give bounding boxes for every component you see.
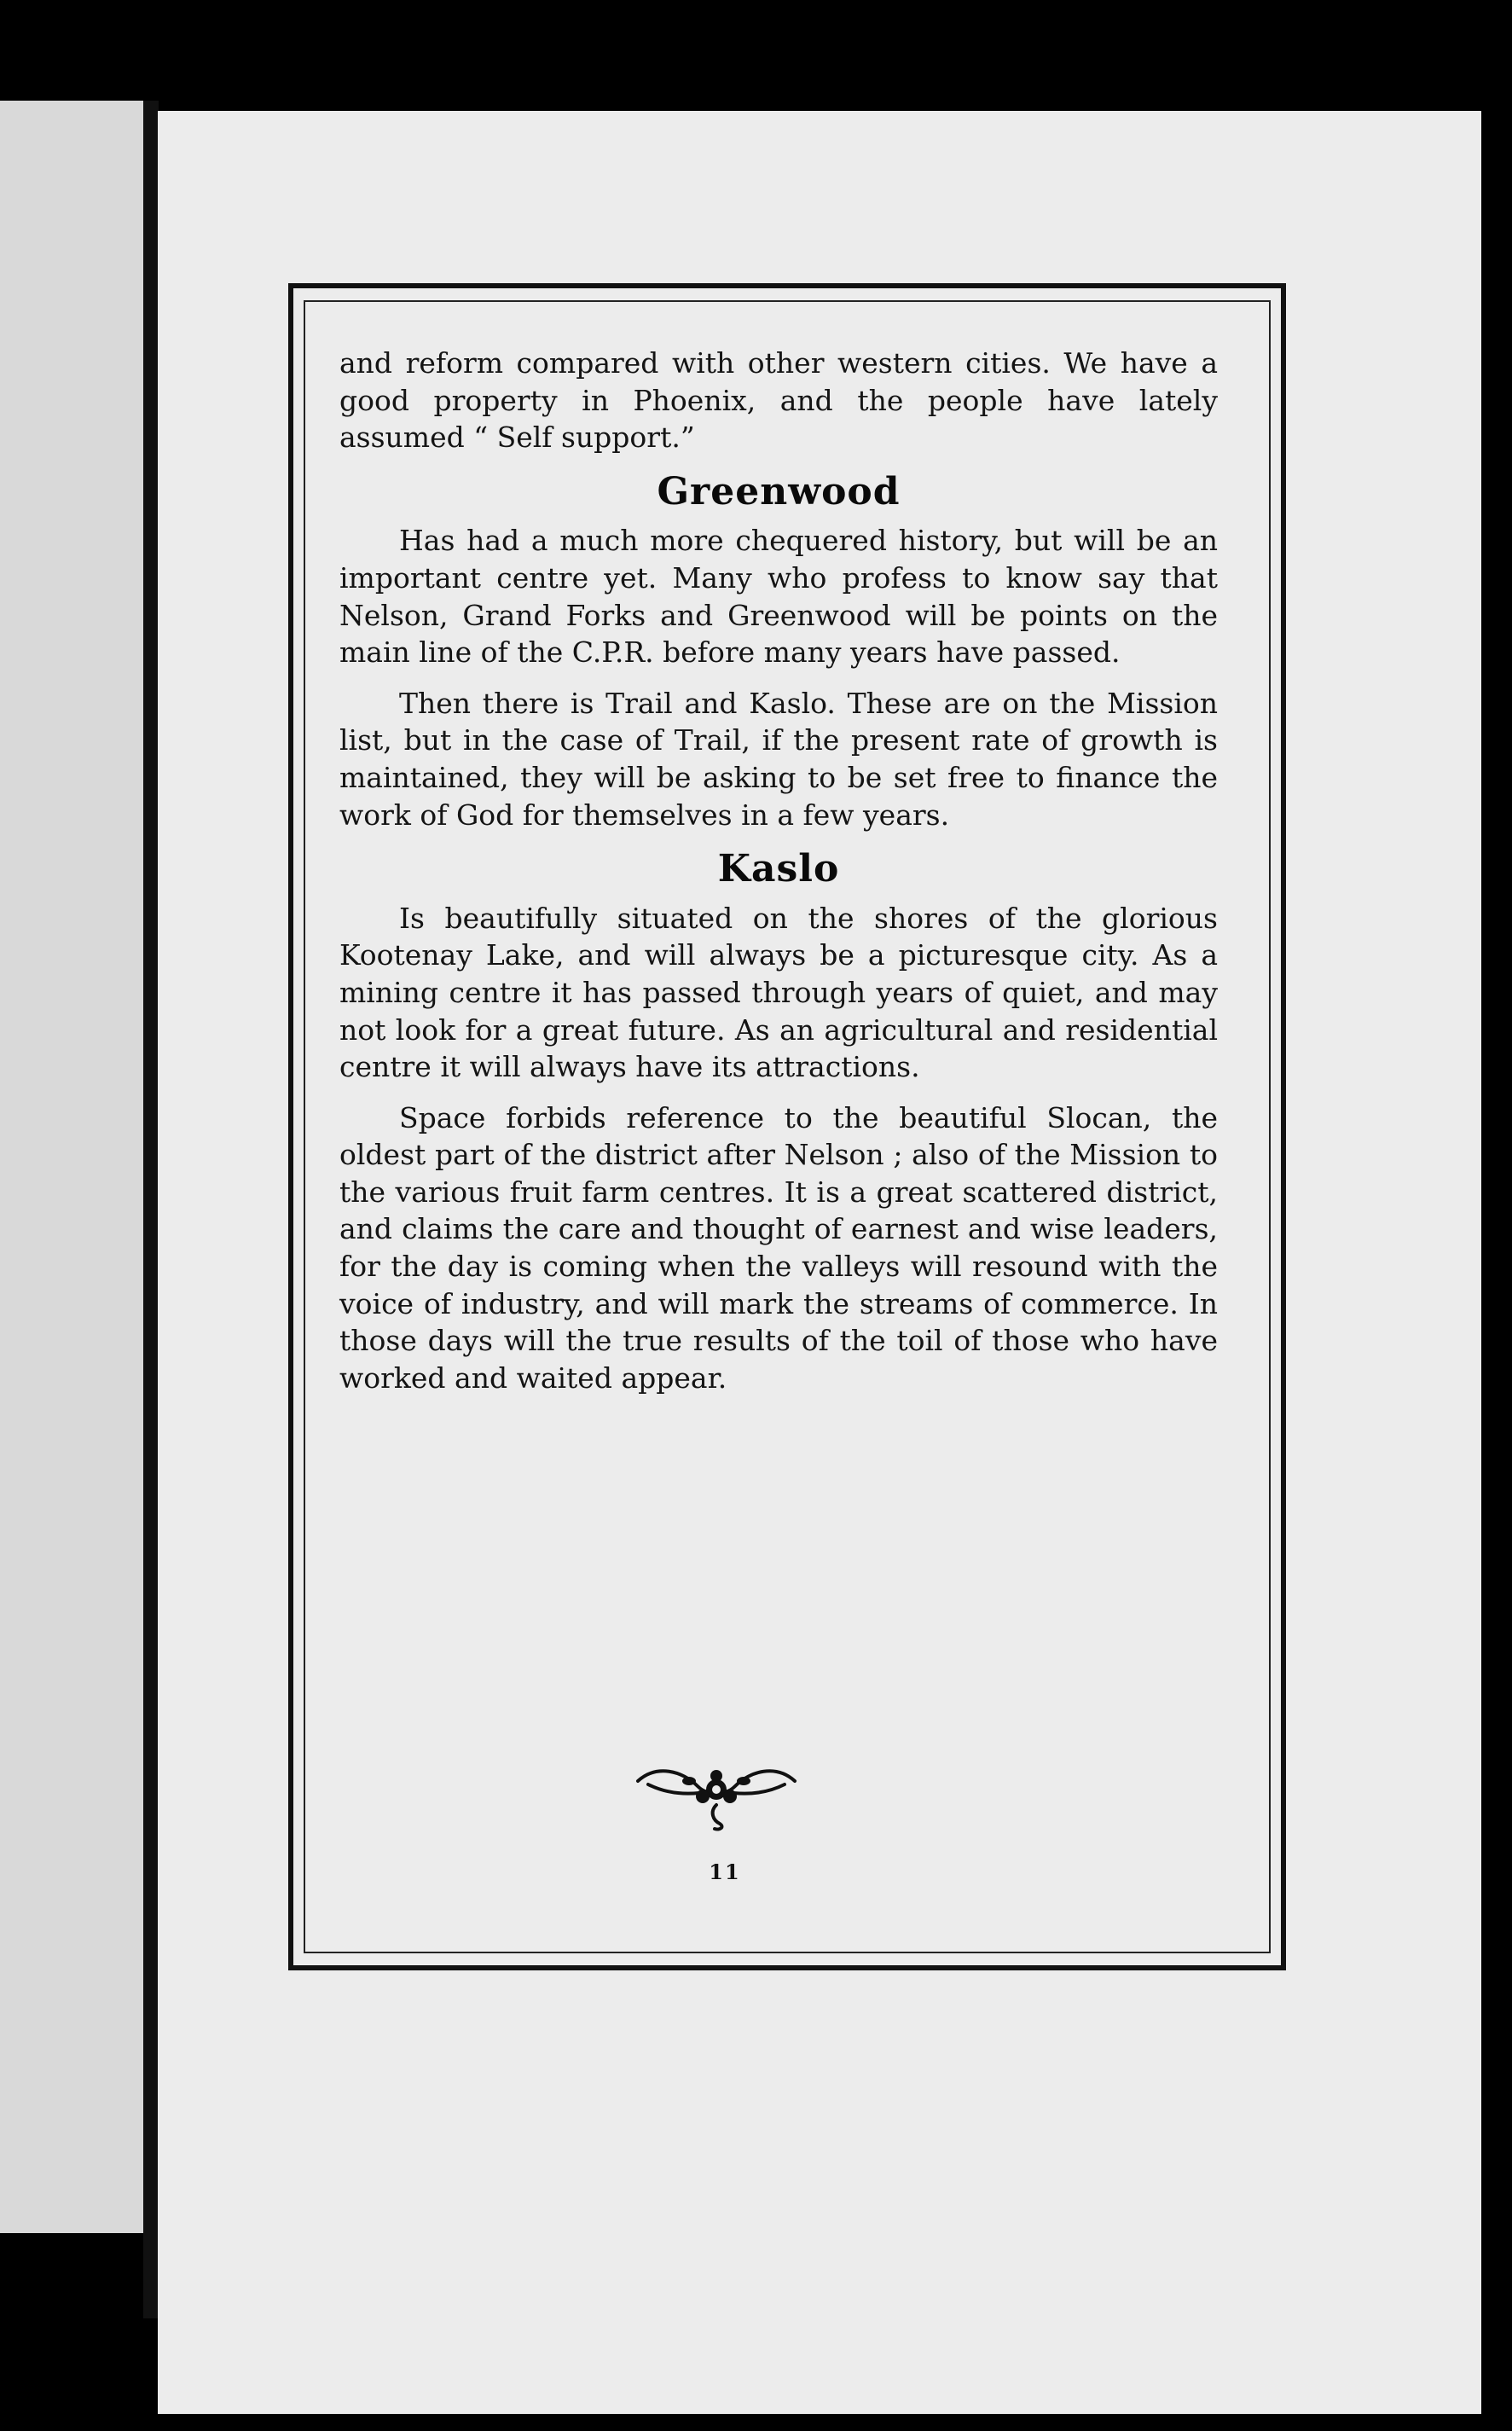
- paragraph-kaslo: Is beautifully situated on the shores of the glorious Kootenay Lake, and will always be a picturesque city. As a mining centre it has passed through years of quiet, and may not look for a great future. As an agricultural and residential centre it will always have its attractions.: [339, 901, 1218, 1084]
- paragraph-trail-kaslo: Then there is Trail and Kaslo. These are on the Mission list, but in the case of Trail, if the present rate of growth is maintained, they will be asking to be set free to finance the work of God for themselves in a few years.: [339, 686, 1218, 832]
- body-text: [339, 345, 1218, 1410]
- paragraph-slocan: Space forbids reference to the beautiful Slocan, the oldest part of the district after Nelson ; also of the Mission to the various fruit farm centres. It is a great scattered district, and claims the care and thought of earnest and wise leaders, for the day is coming when the valleys will resound with the voice of industry, and will mark the streams of commerce. In those days will the true results of the toil of those who have worked and waited appear.: [339, 1100, 1218, 1395]
- floral-ornament-icon: [631, 1755, 802, 1832]
- heading-greenwood: Greenwood: [657, 469, 901, 513]
- paragraph-greenwood: Has had a much more chequered history, but will be an important centre yet. Many who profess to know say that Nelson, Grand Forks and Greenwood will be points on the main line of the C.P.R. before many years have passed.: [339, 524, 1218, 670]
- book-gutter: [143, 101, 159, 2318]
- scan-border: [1481, 0, 1512, 2431]
- paragraph-phoenix: and reform compared with other western cities. We have a good property in Phoenix, and the people have lately assumed “ Self support.”: [339, 346, 1218, 455]
- adjacent-page-edge: [0, 101, 147, 2233]
- heading-kaslo: Kaslo: [717, 847, 840, 891]
- page-number: 11: [709, 1860, 741, 1884]
